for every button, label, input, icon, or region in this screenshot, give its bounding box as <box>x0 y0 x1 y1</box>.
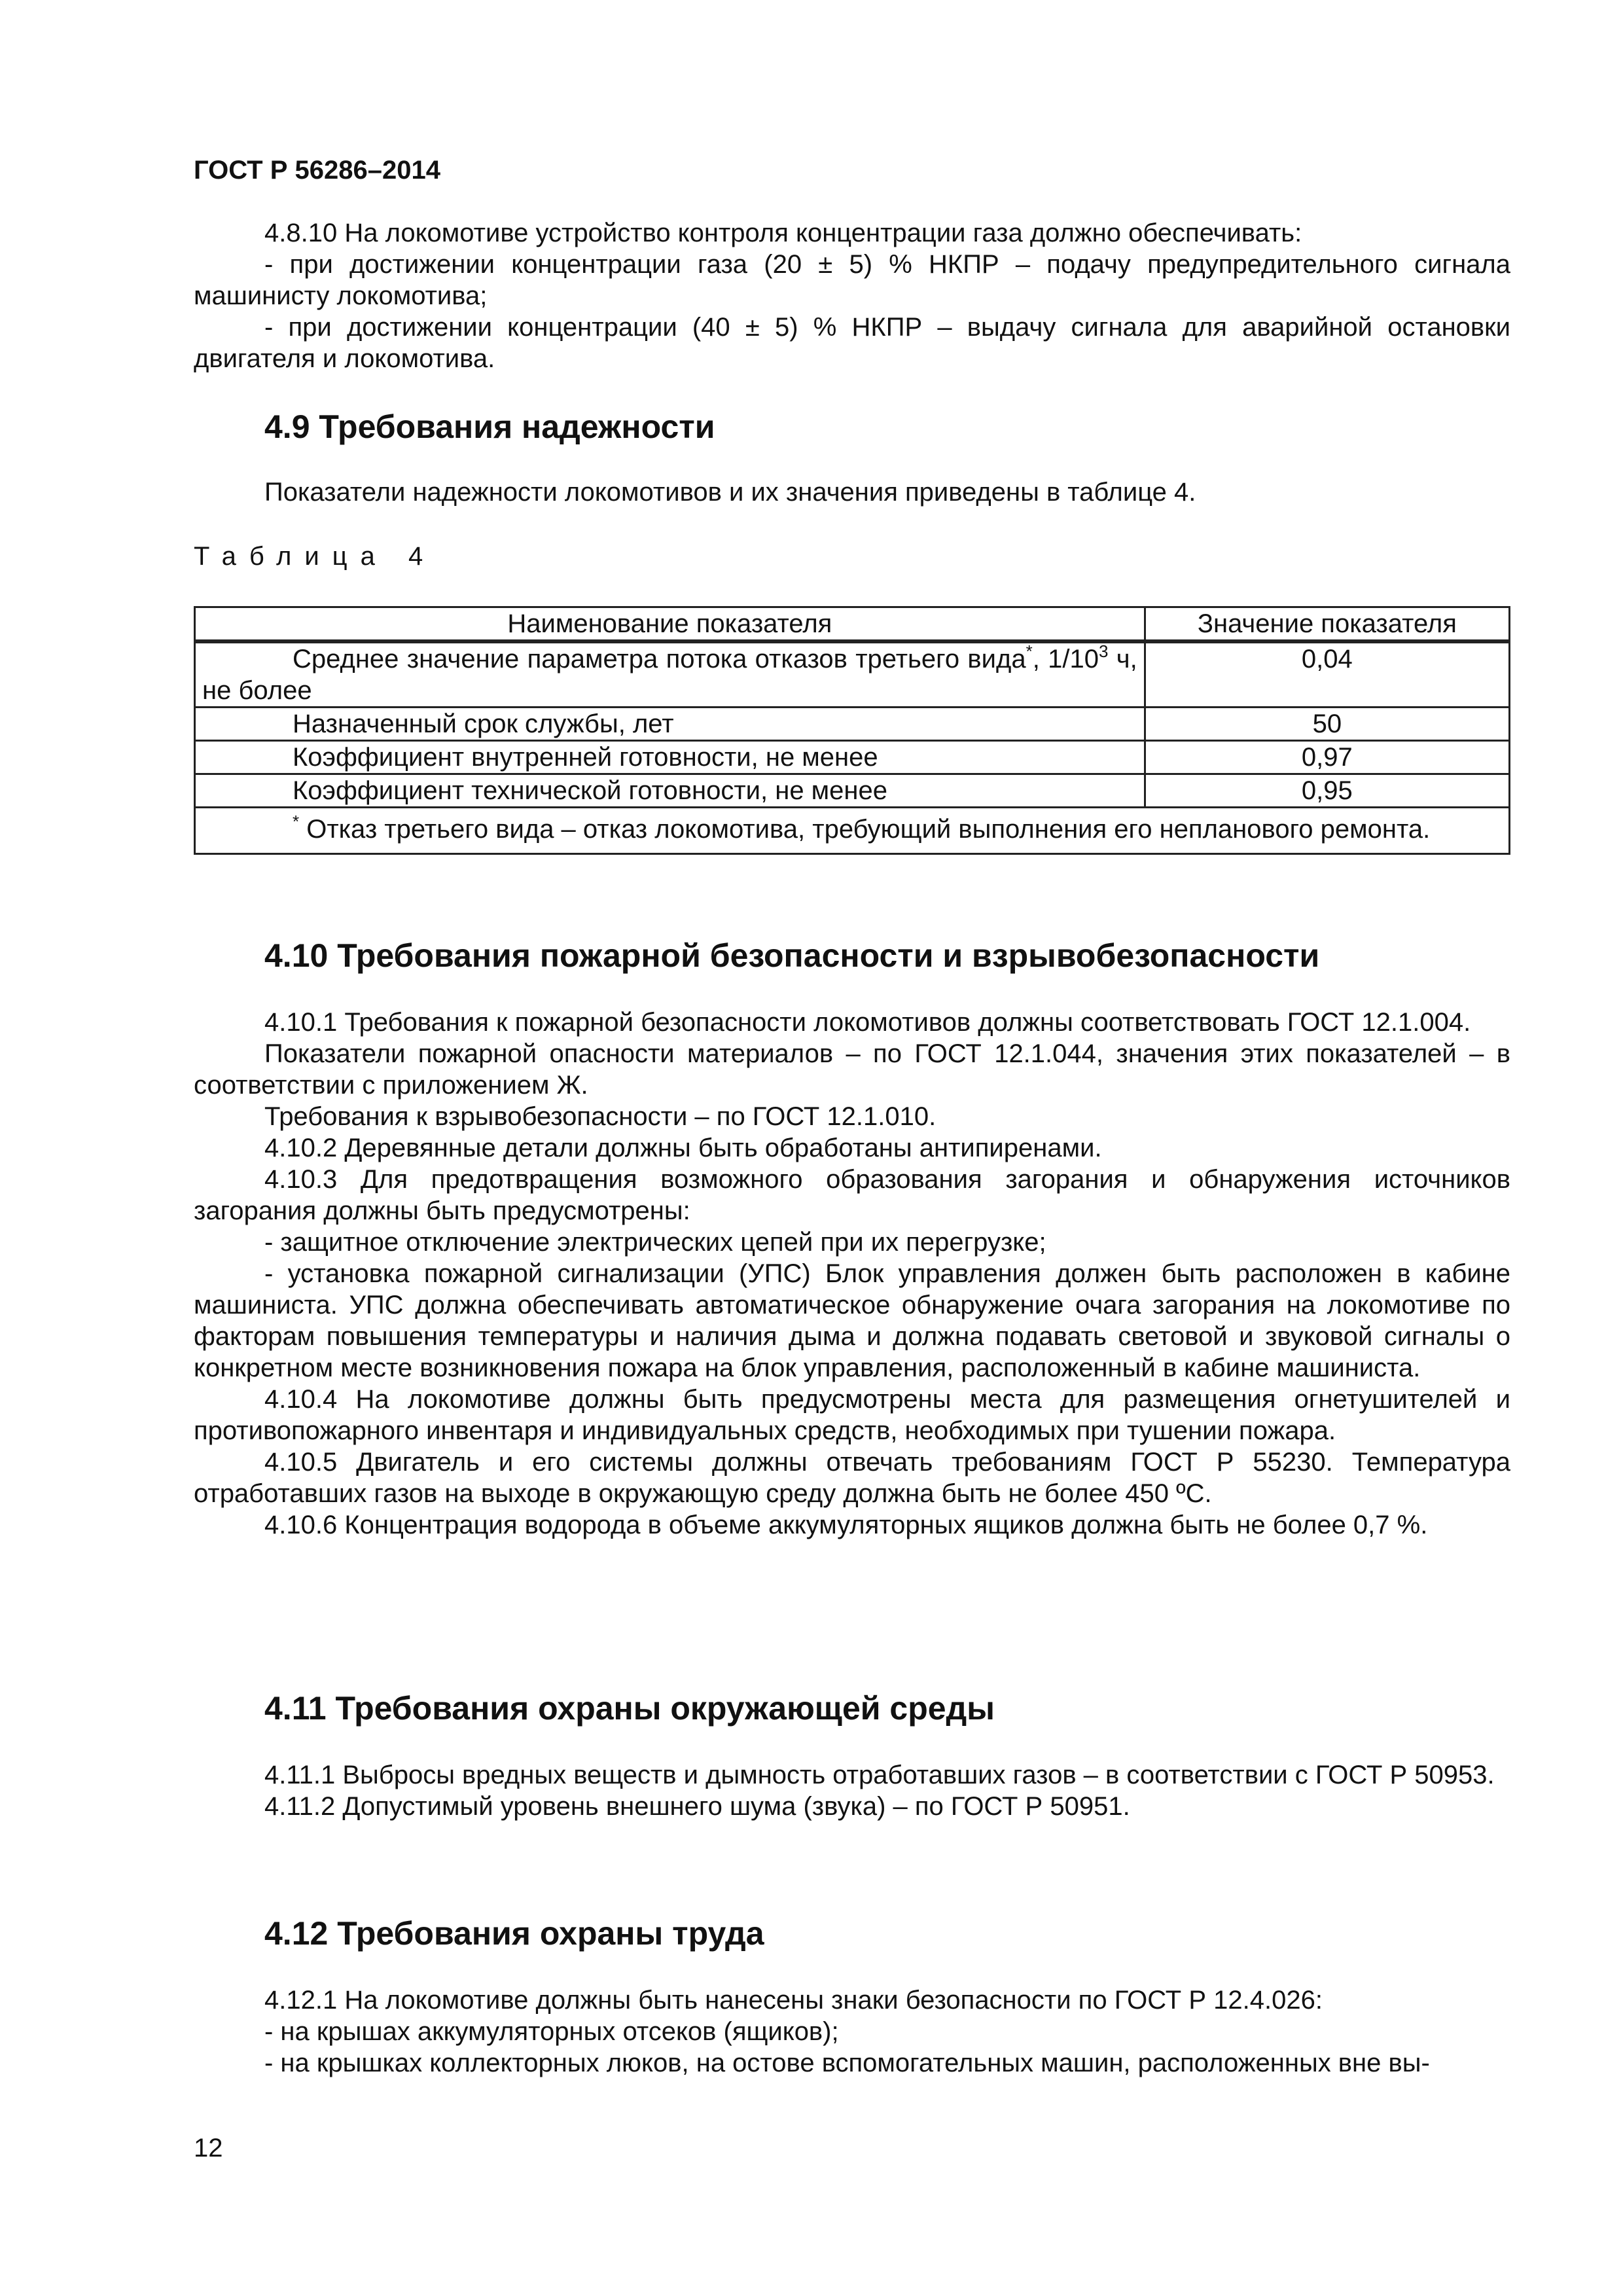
table-row <box>195 741 1510 774</box>
table-header-row <box>195 607 1510 642</box>
section-heading-4-12: 4.12 Требования охраны труда <box>264 1915 764 1952</box>
paragraph: 4.10.5 Двигатель и его системы должны отвечать требованиям ГОСТ Р 55230. Температура отработавших газов на выходе в окружающую среду должна быть не более 450 ºС. <box>194 1448 1510 1508</box>
section-heading-4-9: 4.9 Требования надежности <box>264 408 715 445</box>
table-cell-name: Коэффициент внутренней готовности, не менее <box>195 741 1145 774</box>
section-heading-4-11: 4.11 Требования охраны окружающей среды <box>264 1690 995 1727</box>
table-cell-value: 0,95 <box>1145 774 1509 808</box>
section-4-10-body <box>194 1007 1510 1541</box>
paragraph: 4.10.2 Деревянные детали должны быть обработаны антипиренами. <box>264 1134 1102 1162</box>
section-4-12-body <box>194 1984 1510 2079</box>
paragraph: - на крышах аккумуляторных отсеков (ящиков); <box>264 2017 839 2046</box>
table-row <box>195 774 1510 808</box>
section-heading-4-10: 4.10 Требования пожарной безопасности и взрывобезопасности <box>264 937 1320 974</box>
table-row <box>195 708 1510 741</box>
paragraph-block-4-8-10 <box>194 217 1510 374</box>
table-cell-name: Среднее значение параметра потока отказов третьего вида*, $1/10^3$ ч, не более <box>195 641 1145 708</box>
table-cell-value: 0,04 <box>1145 641 1509 708</box>
section-4-9-intro <box>194 476 1510 508</box>
paragraph: 4.10.3 Для предотвращения возможного образования загорания и обнаружения источников загорания должны быть предусмотрены: <box>194 1165 1510 1225</box>
table-caption: Таблица 4 <box>194 542 437 571</box>
paragraph: - при достижении концентрации газа (20 ± 5) % НКПР – подачу предупредительного сигнала машинисту локомотива; <box>194 250 1510 310</box>
table-footnote: * Отказ третьего вида – отказ локомотива, требующий выполнения его непланового ремонта. <box>195 808 1510 854</box>
paragraph: Показатели пожарной опасности материалов – по ГОСТ 12.1.044, значения этих показателей – в соответствии с приложением Ж. <box>194 1039 1510 1100</box>
paragraph: 4.10.4 На локомотиве должны быть предусмотрены места для размещения огнетушителей и противопожарного инвентаря и индивидуальных средств, необходимых при тушении пожара. <box>194 1385 1510 1445</box>
reliability-table <box>194 606 1510 855</box>
paragraph: 4.11.1 Выбросы вредных веществ и дымность отработавших газов – в соответствии с ГОСТ Р 50953. <box>264 1761 1495 1789</box>
footnote-marker: * <box>293 812 300 831</box>
footnote-marker: * <box>1026 641 1033 661</box>
paragraph: - установка пожарной сигнализации (УПС) Блок управления должен быть расположен в кабине машиниста. УПС должна обеспечивать автоматическое обнаружение очага загорания на локомотиве по факторам повышения температуры и наличия дыма и должна подавать световой и звуковой сигналы о конкретном месте возникновения пожара на блок управления, расположенный в кабине машиниста. <box>194 1259 1510 1382</box>
exponent: 3 <box>1098 641 1109 661</box>
page-number: 12 <box>194 2134 223 2162</box>
document-code-header: ГОСТ Р 56286–2014 <box>194 156 440 185</box>
paragraph: 4.11.2 Допустимый уровень внешнего шума (звука) – по ГОСТ Р 50951. <box>264 1792 1130 1821</box>
table-row <box>195 641 1510 708</box>
column-header-name: Наименование показателя <box>195 607 1145 642</box>
column-header-value: Значение показателя <box>1145 607 1509 642</box>
paragraph: - при достижении концентрации (40 ± 5) % НКПР – выдачу сигнала для аварийной остановки двигателя и локомотива. <box>194 313 1510 373</box>
paragraph: 4.10.6 Концентрация водорода в объеме аккумуляторных ящиков должна быть не более 0,7 %. <box>264 1511 1428 1539</box>
paragraph: Показатели надежности локомотивов и их значения приведены в таблице 4. <box>264 478 1196 507</box>
table-footnote-row <box>195 808 1510 854</box>
paragraph: 4.12.1 На локомотиве должны быть нанесены знаки безопасности по ГОСТ Р 12.4.026: <box>264 1986 1323 2015</box>
table-cell-name: Назначенный срок службы, лет <box>195 708 1145 741</box>
document-page <box>194 0 1510 2296</box>
paragraph: - защитное отключение электрических цепей при их перегрузке; <box>264 1228 1046 1257</box>
table-cell-name: Коэффициент технической готовности, не менее <box>195 774 1145 808</box>
paragraph: Требования к взрывобезопасности – по ГОСТ 12.1.010. <box>264 1102 936 1131</box>
table-cell-value: 50 <box>1145 708 1509 741</box>
table-cell-value: 0,97 <box>1145 741 1509 774</box>
section-4-11-body <box>194 1759 1510 1822</box>
paragraph: - на крышках коллекторных люков, на остове вспомогательных машин, расположенных вне вы- <box>264 2049 1430 2077</box>
paragraph: 4.8.10 На локомотиве устройство контроля концентрации газа должно обеспечивать: <box>264 219 1302 247</box>
paragraph: 4.10.1 Требования к пожарной безопасности локомотивов должны соответствовать ГОСТ 12.1.004. <box>264 1008 1471 1037</box>
